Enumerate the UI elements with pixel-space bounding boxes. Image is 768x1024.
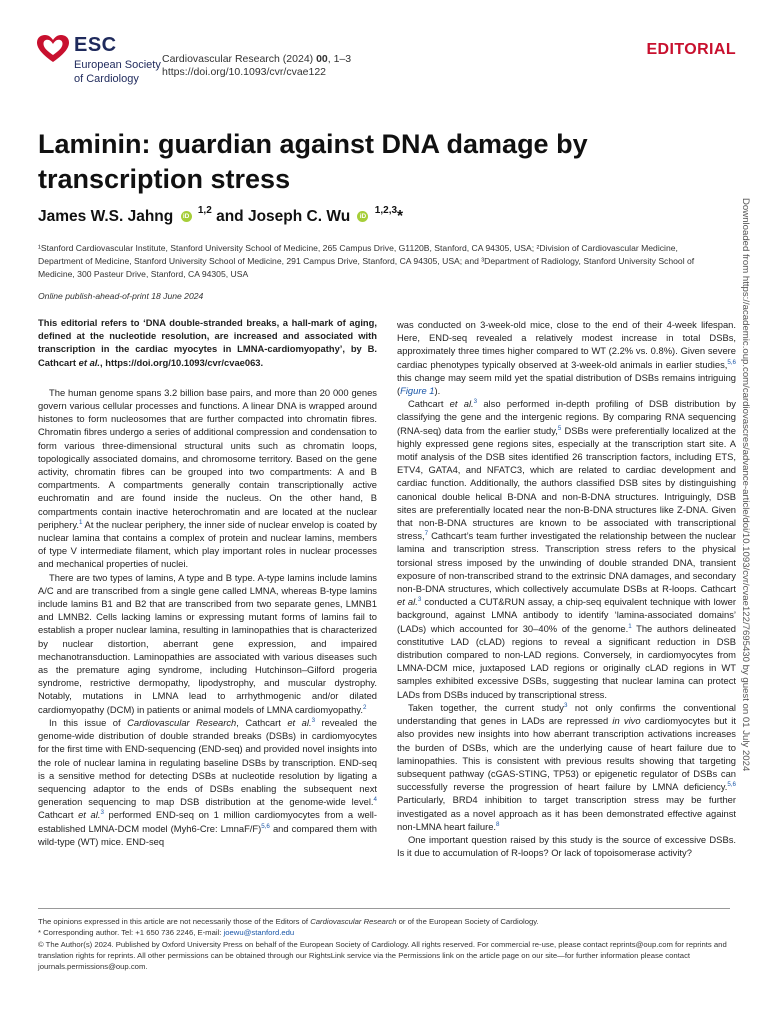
- paragraph: Taken together, the current study$^3$ not only confirms the conventional understanding that genes in LADs are repressed in vivo cardiomyocytes but it also provides new insights into how aberrant transcription activations increases the burden of DSBs, which are the underlying cause of heart failure due to laminopathies. This is consistent with previous results showing that targeting subsequent pathway (cGAS-STING, TP53) or epigenetic regulator of DSBs can successfully reverse the progression of heart failure by LMNA deficiency.$^{5,6}$ Particularly, BRD4 inhibition to target transcription stress may be further investigated as a novel approach as it has been demonstrated effective against non-LMNA heart failure.$^8$: [397, 701, 736, 832]
- editorial-reference: This editorial refers to ‘DNA double-stranded breaks, a hall-mark of aging, defined at the nucleotide resolution, are increased and associated with transcription in the cardiac myocytes in LMNA-cardiomyopathy’, by B. Cathcart et al., https://doi.org/10.1093/cvr/cvae063.: [38, 317, 377, 368]
- author-affiliation-sup: 1,2: [197, 205, 212, 216]
- footnotes: [38, 916, 732, 972]
- citation-ref[interactable]: 7: [424, 530, 429, 538]
- figure-link[interactable]: Figure 1: [400, 385, 435, 397]
- citation-ref[interactable]: 3: [473, 398, 478, 406]
- logo-line2: of Cardiology: [74, 73, 139, 85]
- journal-citation: [162, 53, 351, 79]
- disclaimer: The opinions expressed in this article are not necessarily those of the Editors of Cardiovascular Research or of the European Society of Cardiology.: [38, 917, 539, 926]
- corresponding-mark: *: [397, 208, 404, 225]
- section-label: EDITORIAL: [646, 41, 736, 58]
- citation-ref[interactable]: 3: [563, 701, 568, 709]
- citation-ref[interactable]: 8: [496, 820, 500, 828]
- journal-name: Cardiovascular Research (2024): [162, 53, 314, 65]
- logo-line1: European Society: [74, 59, 161, 71]
- author-name[interactable]: Joseph C. Wu: [247, 208, 351, 225]
- paragraph: Cathcart et al.$^3$ also performed in-depth profiling of DSB distribution by classifying the gene and the intergenic regions. By comparing RNA sequencing (RNA-seq) data from the earlier study,$^5$ DSBs were preferentially localized at the highly expressed gene regions sites, especially at the transcription start site. A motif analysis of the DSB sites identified 26 transcription factors, including ETS, ETV4, GATA4, and NFATC3, which are related to cardiac development and cardiac function. Additionally, the authors classified DSB sites by distinguishing canonical double helical B-DNA and non-B-DNA structures. Intriguingly, DSB sites are preferentially located near the non-B-DNA structures like Z-DNA. Given that non-B-DNA structures are known to be associated with transcriptional stress,$^7$ Cathcart’s team further investigated the relationship between the nuclear lamina and transcription stress. Transcription stress refers to the physical torsional stress imposed by the unwinding of double stranded DNA, transient exposure of non-transcribed strand to the extrinsic DNA damages, and secondary non-B-DNA structures, which collectively accumulate DSBs at R-loops. Cathcart et al.$^3$ conducted a CUT&RUN assay, a chip-seq equivalent technique with lower background, against LMNA antibody to identify ‘lamina-associated domains’ (LADs) which accounted for 30–40% of the genome.$^1$ The authors delineated constitutive LAD (cLAD) regions to reveal a significant reduction in DSB distribution compared to non-LAD regions. Conversely, in cardiomyocytes from LMNA-DCM mice, juxtaposed LAD regions or originally cLAD regions in WT samples exhibited excessive DSBs, suggesting that nuclear lamina can protect LADs from DSBs induced by transcriptional stress.: [397, 398, 736, 700]
- left-column: [38, 316, 377, 848]
- heart-icon: [36, 34, 70, 64]
- citation-ref[interactable]: 5,6: [261, 822, 270, 830]
- paragraph: was conducted on 3-week-old mice, close to the end of their 4-week lifespan. Here, END-seq revealed a relatively modest increase in total DSBs, approximately three times higher compared to WT (2.2% vs. 0.8%). Given severe cardiac phenotypes typically observed at 3-week-old animals in earlier studies,$^{5,6}$ this change may seem mild yet the spatial distribution of DSBs remains intriguing (Figure 1).: [397, 319, 736, 397]
- paragraph: One important question raised by this study is the source of excessive DSBs. Is it due to accumulation of R-loops? Or lack of topoisomerase activity?: [397, 833, 736, 859]
- logo-text: ESC: [74, 34, 117, 56]
- online-date: Online publish-ahead-of-print 18 June 2024: [38, 291, 204, 301]
- download-watermark-text: Downloaded from https://academic.oup.com/cardiovascres/advance-article/doi/10.1093/cvr/cvae122/7695430 by guest on 01 July 2024: [740, 198, 751, 772]
- doi-link[interactable]: https://doi.org/10.1093/cvr/cvae122: [162, 66, 327, 78]
- corresponding-author: * Corresponding author. Tel: +1 650 736 2246, E-mail: joewu@stanford.edu: [38, 928, 295, 938]
- paragraph: In this issue of Cardiovascular Research, Cathcart et al.$^3$ revealed the genome-wide distribution of double stranded breaks (DSBs) in cardiomyocytes for the first time with END-sequencing (END-seq) and provided novel insights into the role of nuclear lamina in regulating baseline DSBs by transcription. END-seq is a sensitive method for detecting DSBs at nucleotide resolution by ligating a sequencing adaptor to the ends of DSBs enabling the subsequent next generation sequencing to map DSB distribution at the genome-wide level.$^4$ Cathcart et al.$^3$ performed END-seq on 1 million cardiomyocytes from a well-established LMNA-DCM model (Myh6-Cre: LmnaF/F)$^{5,6}$ and compared them with wild-type (WT) mice. END-seq: [38, 716, 378, 847]
- author-conjunction: and: [216, 208, 244, 225]
- footnote-divider: [38, 908, 730, 909]
- orcid-icon[interactable]: iD: [181, 211, 192, 222]
- copyright: © The Author(s) 2024. Published by Oxford University Press on behalf of the European Society of Cardiology. All rights reserved. For commercial re-use, please contact reprints@oup.com for reprints and translation rights for reprints. All other permissions can be obtained through our RightsLink service via the Permissions link on the article page on our site—for further information please contact journals.permissions@oup.com.: [38, 939, 727, 972]
- citation-ref[interactable]: 1: [628, 622, 632, 630]
- article-title: Laminin: guardian against DNA damage by transcription stress: [38, 129, 588, 194]
- citation-ref[interactable]: 5: [557, 424, 562, 432]
- author-list: [38, 205, 404, 226]
- citation-ref[interactable]: 5,6: [727, 781, 736, 789]
- journal-volume: 00: [316, 53, 328, 65]
- citation-ref[interactable]: 2: [362, 703, 367, 711]
- paragraph: The human genome spans 3.2 billion base pairs, and more than 20 000 genes govern various cellular processes and functions. A linear DNA is wrapped around histones to form nucleosomes that are further compacted into chromatin fibres. Chromatin fibres undergo a series of additional compression and condensation to form various three-dimensional structural units such as chromatin loops, topologically associated domains, and chromosome territory. Based on the gene activity, chromatin fibres can be grouped into two compartments: A and B compartments. A compartments generally contain transcriptionally active euchromatin and are found inside the nucleus. On the other hand, B compartments contain inactive heterochromatin and are located at the nuclear periphery.$^1$ At the nuclear periphery, the inner side of nuclear envelop is coated by nuclear lamina that contains a complex of protein and nuclear lamins, members of type V intermediate filament, which play important roles in nuclear processes and mechanical properties of nuclei.: [38, 386, 377, 570]
- journal-pages: , 1–3: [327, 53, 352, 65]
- author-affiliation-sup: 1,2,3: [374, 205, 398, 216]
- citation-ref[interactable]: 3: [417, 596, 422, 604]
- citation-ref[interactable]: 4: [373, 796, 377, 804]
- citation-ref[interactable]: 1: [79, 518, 83, 526]
- citation-ref[interactable]: 5,6: [727, 358, 736, 366]
- esc-logo: [36, 34, 166, 92]
- citation-ref[interactable]: 3: [100, 809, 104, 817]
- orcid-icon[interactable]: iD: [357, 211, 368, 222]
- download-watermark: [739, 198, 751, 898]
- affiliations: ¹Stanford Cardiovascular Institute, Stanford University School of Medicine, 265 Campus Drive, G1120B, Stanford, CA 94305, USA; ²Division of Cardiovascular Medicine, Department of Medicine, Stanford University School of Medicine, 291 Campus Drive, Stanford, CA 94305, USA; and ³Department of Radiology, Stanford University School of Medicine, 300 Pasteur Drive, Stanford, CA 94305, USA: [38, 243, 695, 279]
- citation-ref[interactable]: 3: [311, 716, 316, 724]
- email-link[interactable]: joewu@stanford.edu: [223, 928, 295, 938]
- author-name[interactable]: James W.S. Jahng: [38, 208, 174, 225]
- right-column: [397, 318, 736, 859]
- paragraph: There are two types of lamins, A type and B type. A-type lamins include lamins A/C and are transcribed from a single gene called LMNA, whereas B-type lamins include lamins B1 and B2 that are transcribed from two separate genes, LMNB1 and LMNB2. Cells lacking lamins or expressing mutant forms of lamins fail to establish a proper nuclear lamina, resulting in laminopathies that is characterized by nuclear distortion, aberrant gene expression, and impaired mechanotransduction. Laminopathies are associated with various diseases such as the premature aging syndrome, including Hutchinson–Gilford progeria syndrome, restrictive dermopathy, lipodystrophy, and muscular dystrophy. Notably, mutations in LMNA lead to arrhythmogenic and/or dilated cardiomyopathy (DCM) in patients or animal models of LMNA cardiomyopathy.$^2$: [38, 571, 377, 715]
